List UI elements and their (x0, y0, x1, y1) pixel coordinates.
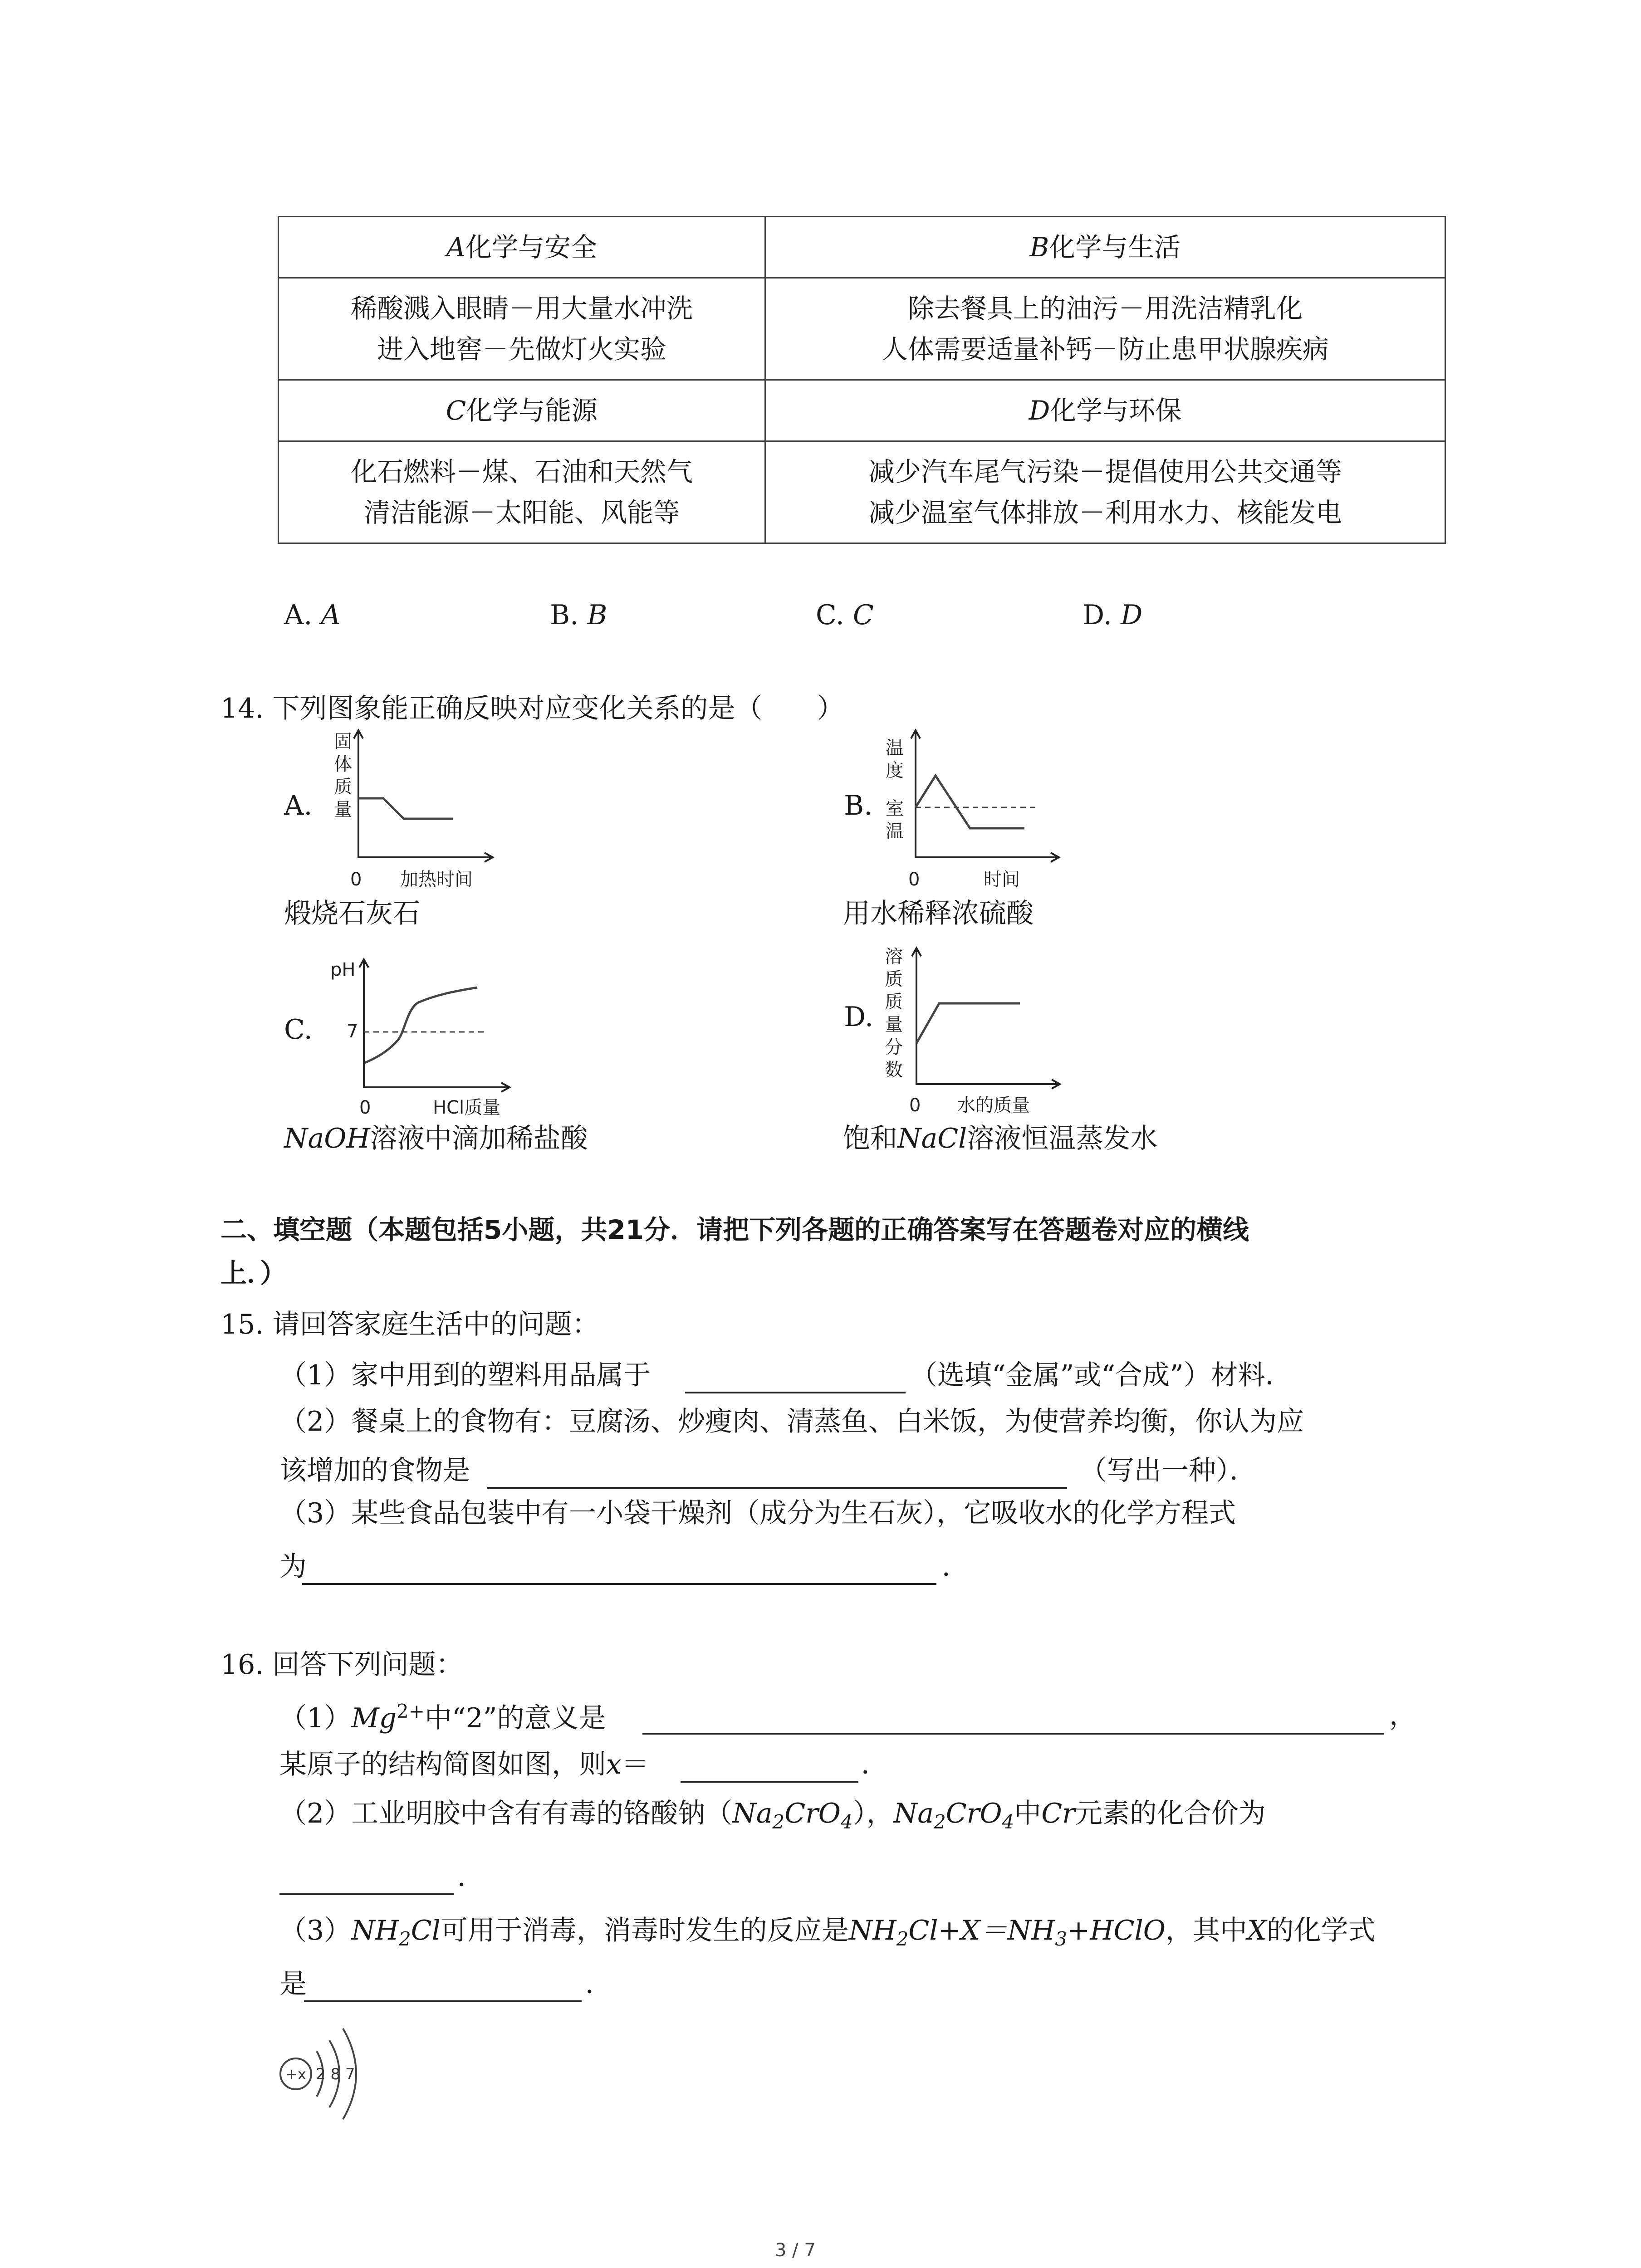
q14-caption-c-text: 溶液中滴加稀盐酸 (370, 1123, 588, 1154)
table-c-line2: 清洁能源－太阳能、风能等 (363, 497, 680, 528)
q15-p3-text: （3）某些食品包装中有一小袋干燥剂（成分为生石灰），它吸收水的化学方程式 (279, 1497, 1236, 1529)
q16-p3-text-1: 可用于消毒，消毒时发生的反应是 (440, 1915, 849, 1946)
q16-p2-intro: （2）工业明胶中含有有毒的铬酸钠（ (279, 1798, 733, 1829)
table-header-c-title: 化学与能源 (466, 395, 598, 426)
table-c-line1: 化石燃料－煤、石油和天然气 (350, 456, 693, 487)
q14-graph-c (328, 955, 523, 1118)
q15-p2-text-2: 该增加的食物是 (279, 1455, 470, 1486)
graph-b-ylabel-top-2: 度 (886, 760, 904, 781)
q13-option-c-key: C. (816, 599, 844, 631)
table-d-line1: 减少汽车尾气污染－提倡使用公共交通等 (868, 456, 1342, 487)
table-header-d-title: 化学与环保 (1050, 395, 1182, 426)
q15-stem: 15. 请回答家庭生活中的问题： (220, 1309, 599, 1340)
q13-option-d[interactable] (1083, 601, 1142, 629)
q16-p2-in: 中 (1014, 1798, 1042, 1829)
q16-p2-text (279, 1800, 1266, 1832)
table-cell-c (279, 441, 765, 543)
graph-b-axes (916, 730, 1058, 857)
q16-p3b-period: ． (585, 1968, 612, 2000)
q14-caption-a: 煅烧石灰石 (284, 898, 420, 929)
q16-p2-formula-2: $Na_2CrO_4$ (893, 1798, 1014, 1833)
q16-p3-variable: X (1247, 1915, 1267, 1946)
table-header-d (765, 380, 1445, 441)
graph-d-ylabel-2: 质 (885, 969, 903, 990)
graph-d-ylabel-4: 量 (885, 1014, 903, 1035)
q13-option-d-key: D. (1083, 599, 1112, 631)
graph-b-origin: 0 (908, 869, 920, 890)
q15-p1-text: （1）家中用到的塑料用品属于 (279, 1359, 651, 1391)
graph-a-ylabel-4: 量 (334, 799, 352, 820)
graph-a-curve (358, 798, 453, 819)
q14-graph-d (876, 943, 1071, 1118)
graph-a-ylabel-2: 体 (334, 754, 352, 775)
q16-p2-formula-1: $Na_2CrO_4$ (732, 1798, 853, 1833)
atom-structure-diagram (272, 2023, 390, 2127)
q14-caption-d (843, 1125, 1157, 1152)
graph-b-ylabel-top-1: 温 (886, 738, 904, 758)
q15-p3-text-2: 为 (279, 1551, 307, 1583)
q14-option-b-key[interactable]: B. (844, 790, 873, 821)
graph-d-ylabel-3: 质 (885, 992, 903, 1012)
q13-option-c[interactable] (816, 601, 874, 629)
q14-caption-d-text: 溶液恒温蒸发水 (967, 1123, 1158, 1154)
table-header-a-letter: A (446, 232, 465, 263)
q14-caption-c-formula: NaOH (284, 1123, 370, 1154)
table-header-c (279, 380, 765, 441)
q16-p1-index: （1） (279, 1702, 352, 1734)
q16-p1-answer-blank[interactable] (642, 1733, 1384, 1735)
q13-option-b-key: B. (550, 599, 579, 631)
q16-p3-text-2: ，其中 (1165, 1915, 1247, 1946)
q16-stem: 16. 回答下列问题： (220, 1649, 463, 1681)
q16-p3b-text: 是 (279, 1968, 307, 2000)
page-number: 3 / 7 (775, 2240, 816, 2261)
q16-p2-period: ． (457, 1861, 485, 1893)
q16-p3-equation: $NH_2Cl+X=NH_3+HClO$ (848, 1915, 1166, 1950)
q15-p3-text-after: ． (942, 1551, 969, 1583)
graph-d-ylabel-1: 溶 (885, 946, 903, 967)
q13-option-a-key: A. (284, 599, 313, 631)
atom-nucleus-label: +x (285, 2066, 306, 2083)
q14-option-c-key[interactable]: C. (284, 1014, 313, 1046)
graph-c-arrows (359, 959, 509, 1092)
q14-option-a-key[interactable]: A. (284, 790, 313, 821)
q16-p1-text (279, 1702, 606, 1732)
q14-graph-b (879, 726, 1070, 898)
q13-option-b-value: B (587, 599, 607, 631)
q15-p1-text-after: （选填“金属”或“合成”）材料． (910, 1359, 1293, 1391)
graph-a-xlabel: 加热时间 (400, 869, 473, 890)
atom-shell-electrons: 2 8 7 (316, 2065, 355, 2083)
q14-caption-d-formula: NaCl (897, 1123, 967, 1154)
graph-a-axes (358, 730, 492, 857)
q14-stem: 14. 下列图象能正确反映对应变化关系的是（ ） (220, 693, 844, 724)
q15-p1-answer-blank[interactable] (685, 1392, 906, 1393)
q14-caption-c (284, 1125, 588, 1152)
table-header-a (279, 217, 765, 278)
q15-p2-answer-blank[interactable] (487, 1487, 1067, 1489)
section-2-title-line1: 二、填空题（本题包括5小题，共21分．请把下列各题的正确答案写在答题卷对应的横线 (220, 1214, 1249, 1245)
table-cell-b (765, 278, 1445, 380)
table-b-line1: 除去餐具上的油污－用洗洁精乳化 (907, 293, 1303, 324)
q16-p1-ion: Mg (351, 1702, 397, 1734)
q16-p3-text-3: 的化学式 (1266, 1915, 1376, 1946)
q16-p1b-variable: x (606, 1749, 622, 1780)
table-header-d-letter: D (1029, 395, 1050, 426)
graph-d-arrows (912, 948, 1060, 1089)
section-2-title-line2: 上．） (220, 1258, 287, 1289)
q15-p2-text: （2）餐桌上的食物有：豆腐汤、炒瘦肉、清蒸鱼、白米饭，为使营养均衡，你认为应 (279, 1406, 1304, 1437)
graph-a-ylabel-1: 固 (334, 731, 352, 752)
q16-p1b-text (279, 1751, 649, 1778)
table-header-b-title: 化学与生活 (1049, 232, 1181, 263)
q14-graph-a (322, 726, 504, 898)
q16-p2-question: 元素的化合价为 (1075, 1798, 1266, 1829)
table-a-line1: 稀酸溅入眼睛－用大量水冲洗 (350, 293, 693, 324)
options-table (278, 216, 1446, 544)
graph-d-curve (916, 1003, 1020, 1043)
table-header-c-letter: C (446, 395, 466, 426)
table-header-b (765, 217, 1445, 278)
q16-p1-ion-charge: 2+ (397, 1700, 425, 1722)
graph-b-xlabel: 时间 (984, 869, 1020, 890)
table-cell-d (765, 441, 1445, 543)
graph-d-xlabel: 水的质量 (957, 1095, 1030, 1116)
q16-p3-text (279, 1917, 1376, 1949)
q16-p1-question: 中“2”的意义是 (424, 1702, 606, 1734)
graph-b-curve (916, 776, 1024, 828)
graph-c-origin: 0 (359, 1097, 371, 1118)
graph-c-ref-7: 7 (347, 1021, 358, 1042)
table-a-line2: 进入地窖－先做灯火实验 (377, 334, 666, 365)
q16-p2-answer-blank[interactable] (279, 1893, 454, 1895)
graph-a-arrows (354, 730, 493, 862)
q16-p2-element: Cr (1041, 1798, 1075, 1829)
graph-a-ylabel-3: 质 (334, 777, 352, 797)
graph-d-ylabel-6: 数 (885, 1060, 903, 1080)
q16-p1b-answer-blank[interactable] (681, 1781, 858, 1783)
table-b-line2: 人体需要适量补钙－防止患甲状腺疾病 (881, 334, 1329, 365)
graph-c-xlabel: HCl质量 (433, 1097, 501, 1118)
graph-c-ylabel: pH (330, 959, 356, 980)
q16-p2-close: ）， (852, 1798, 894, 1829)
table-cell-a (279, 278, 765, 380)
table-header-a-title: 化学与安全 (465, 232, 597, 263)
q13-option-d-value: D (1121, 599, 1143, 631)
q15-p3-answer-blank[interactable] (302, 1583, 936, 1585)
q13-option-a[interactable] (284, 601, 341, 629)
q13-option-b[interactable] (550, 601, 607, 629)
q16-p3-formula-nh2cl: $NH_2Cl$ (351, 1915, 441, 1950)
q14-caption-d-pre: 饱和 (843, 1123, 897, 1154)
table-header-b-letter: B (1029, 232, 1049, 263)
graph-d-ylabel-5: 分 (885, 1037, 903, 1058)
graph-a-origin: 0 (350, 869, 362, 890)
q16-p1b-equals: ＝ (621, 1749, 649, 1780)
graph-d-axes (916, 948, 1059, 1084)
q16-p3-index: （3） (279, 1915, 352, 1946)
q13-option-a-value: A (321, 599, 341, 631)
graph-c-curve (365, 987, 477, 1063)
q15-p2-text-after: （写出一种）． (1080, 1455, 1257, 1486)
q16-p1b-period: ． (861, 1749, 888, 1780)
q13-option-c-value: C (852, 599, 874, 631)
q14-option-d-key[interactable]: D. (844, 1001, 874, 1033)
q16-p1b-question: 某原子的结构简图如图，则 (279, 1749, 606, 1780)
graph-b-ylabel-bottom-1: 室 (886, 798, 904, 819)
graph-c-axes (364, 959, 509, 1087)
q14-caption-b: 用水稀释浓硫酸 (843, 898, 1034, 929)
graph-b-arrows (911, 730, 1059, 862)
q16-p3-answer-blank[interactable] (304, 2000, 582, 2002)
q16-p1-comma: ， (1389, 1700, 1416, 1731)
graph-d-origin: 0 (909, 1095, 921, 1116)
graph-b-ylabel-bottom-2: 温 (886, 821, 904, 842)
table-d-line2: 减少温室气体排放－利用水力、核能发电 (868, 497, 1342, 528)
